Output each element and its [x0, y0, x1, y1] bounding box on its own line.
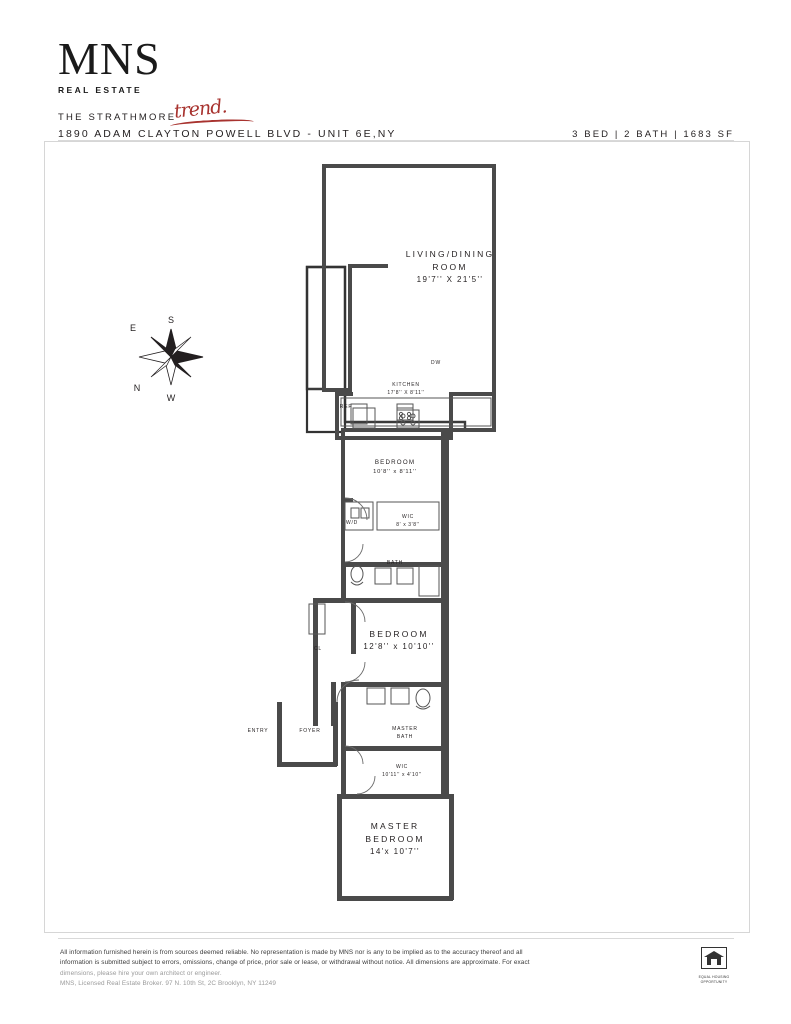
disclaimer-line-2: information is submitted subject to errors, omissions, change of price, prior sale or lease, or withdrawal without notice. All dimensions are approximate. For exact	[60, 959, 530, 967]
logo-script: trend.	[172, 95, 228, 123]
disclaimer-line-3: dimensions, please hire your own architect or engineer.	[60, 969, 222, 977]
room-label-entry: ENTRY	[247, 728, 269, 734]
floorplan-frame	[44, 141, 750, 933]
room-label-bedroom-1: BEDROOM 10'8'' x 8'11''	[373, 459, 417, 475]
compass-rose	[125, 307, 217, 407]
disclaimer-text	[60, 948, 660, 990]
eho-label-line-1: EQUAL HOUSING	[698, 975, 730, 979]
room-label-master-bath: MASTER BATH	[392, 726, 418, 740]
compass-label-east: E	[129, 323, 137, 333]
compass-label-north: N	[133, 383, 141, 393]
room-label-wic-1: WIC 8' x 3'8''	[396, 514, 420, 528]
logo-tagline: REAL ESTATE	[58, 85, 143, 95]
compass-label-south: S	[167, 315, 175, 325]
room-label-kitchen: KITCHEN 17'8'' X 8'11''	[387, 382, 425, 396]
footer-divider	[58, 938, 734, 939]
room-label-bedroom-2: BEDROOM 12'8'' x 10'10''	[363, 629, 435, 652]
appliance-label-refrigerator: REF	[339, 404, 353, 410]
logo-wordmark: MNS	[58, 33, 161, 84]
unit-specs: 3 BED | 2 BATH | 1683 SF	[572, 129, 734, 140]
disclaimer-line-1: All information furnished herein is from sources deemed reliable. No representation is made by MNS nor is any to be implied as to the accuracy thereof and all	[60, 949, 523, 956]
room-label-bath: BATH	[386, 560, 404, 566]
appliance-label-dishwasher: DW	[431, 360, 441, 366]
unit-address: 1890 ADAM CLAYTON POWELL BLVD - UNIT 6E,NY	[58, 128, 397, 140]
eho-label-line-2: OPPORTUNITY	[700, 980, 728, 985]
broker-info-line: MNS, Licensed Real Estate Broker. 97 N. 10th St, 2C Brooklyn, NY 11249	[60, 980, 276, 988]
room-label-master-bedroom: MASTER BEDROOM 14'x 10'7''	[365, 821, 425, 857]
room-label-wic-2: WIC 10'11'' x 4'10''	[382, 764, 422, 778]
room-label-living-dining: LIVING/DINING ROOM 19'7'' X 21'5''	[405, 249, 495, 285]
room-label-washer-dryer: W/D	[345, 520, 359, 526]
room-label-closet: CL	[314, 646, 322, 652]
listing-header	[58, 112, 734, 140]
building-name: THE STRATHMORE	[58, 112, 177, 123]
room-label-foyer: FOYER	[299, 728, 321, 734]
equal-housing-opportunity-icon	[694, 947, 734, 985]
compass-label-west: W	[166, 393, 176, 403]
